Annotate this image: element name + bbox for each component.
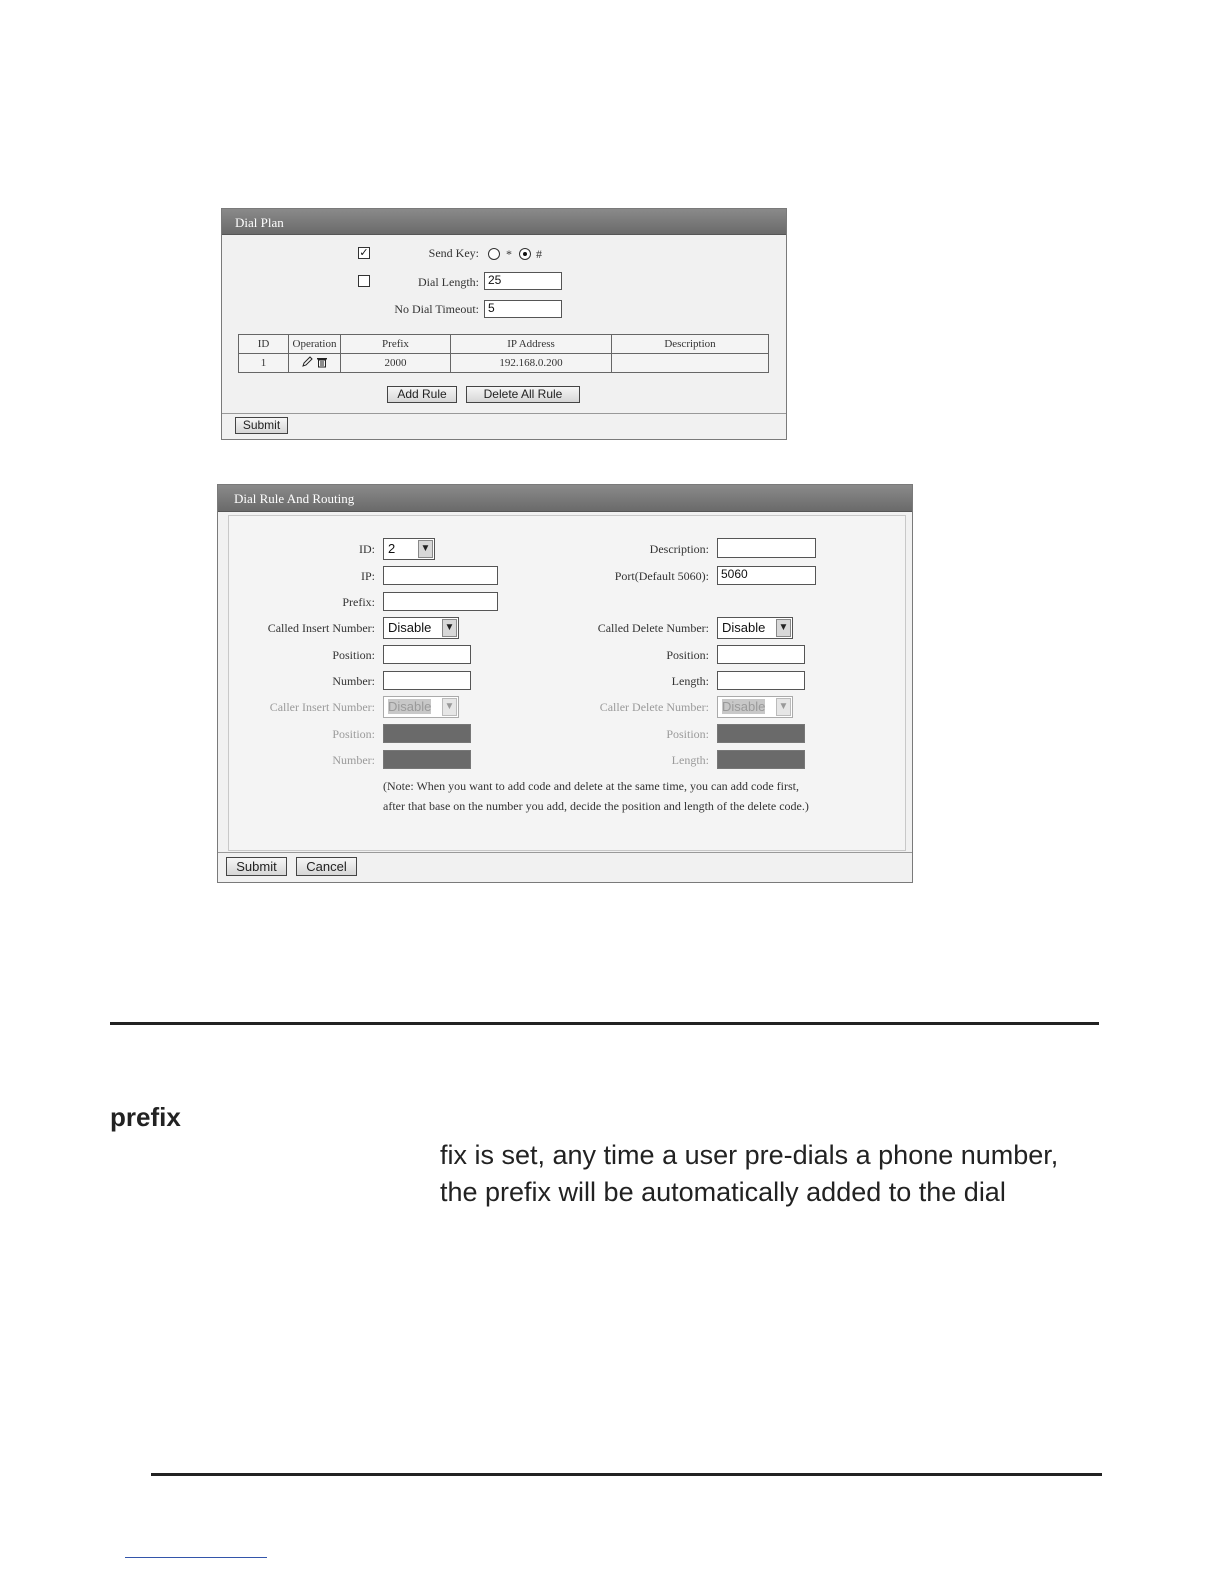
called-insert-number-label: Number: — [332, 674, 375, 688]
chevron-down-icon: ▼ — [776, 619, 791, 637]
send-key-hash-radio[interactable] — [519, 248, 531, 260]
id-select[interactable] — [383, 538, 435, 560]
dial-plan-title: Dial Plan — [222, 209, 786, 235]
called-delete-length-label: Length: — [671, 674, 709, 688]
dial-rule-title: Dial Rule And Routing — [218, 485, 912, 512]
port-label: Port(Default 5060): — [614, 569, 709, 583]
caller-insert-value: Disable — [388, 699, 432, 714]
delete-icon[interactable] — [316, 356, 328, 371]
caller-insert-number-input — [383, 750, 471, 769]
send-key-checkbox[interactable]: ✓ — [359, 247, 369, 259]
delete-all-rule-button[interactable]: Delete All Rule — [466, 386, 580, 403]
col-operation: Operation — [289, 335, 341, 354]
description-input[interactable] — [717, 538, 816, 558]
col-prefix: Prefix — [341, 335, 451, 354]
caller-delete-select — [717, 696, 793, 718]
called-delete-value: Disable — [722, 620, 766, 635]
col-ip-address: IP Address — [451, 335, 612, 354]
called-delete-select[interactable] — [717, 617, 793, 639]
called-delete-position-label: Position: — [666, 648, 709, 662]
col-description: Description — [612, 335, 769, 354]
called-insert-label: Called Insert Number: — [267, 621, 375, 635]
called-insert-value: Disable — [388, 620, 432, 635]
called-delete-position-input[interactable] — [717, 645, 805, 664]
called-delete-length-input[interactable] — [717, 671, 805, 690]
paragraph-line-2: the prefix will be automatically added to the dial — [440, 1177, 1006, 1207]
called-insert-position-label: Position: — [332, 648, 375, 662]
cell-description — [612, 354, 769, 373]
caller-insert-number-label: Number: — [332, 753, 375, 767]
chevron-down-icon: ▼ — [776, 698, 791, 716]
dial-rule-cancel-button[interactable]: Cancel — [296, 857, 357, 876]
dial-length-checkbox[interactable] — [358, 275, 370, 287]
called-delete-label: Called Delete Number: — [597, 621, 709, 635]
caller-insert-position-label: Position: — [332, 727, 375, 741]
dial-rule-submit-button[interactable]: Submit — [226, 857, 287, 876]
caller-insert-position-input — [383, 724, 471, 743]
table-row — [239, 354, 769, 373]
caller-delete-label: Caller Delete Number: — [599, 700, 709, 714]
caller-delete-length-input — [717, 750, 805, 769]
caller-delete-value: Disable — [722, 699, 766, 714]
dial-rule-panel — [217, 484, 913, 883]
dial-length-input[interactable]: 25 — [484, 272, 562, 290]
chevron-down-icon: ▼ — [418, 540, 433, 558]
footer-rule — [151, 1473, 1102, 1476]
caller-delete-length-label: Length: — [671, 753, 709, 767]
edit-icon[interactable] — [301, 356, 313, 371]
cell-id: 1 — [239, 354, 289, 373]
dial-plan-panel — [221, 208, 787, 440]
section-rule — [110, 1022, 1099, 1025]
send-key-star-text: * — [506, 247, 512, 261]
add-rule-button[interactable]: Add Rule — [387, 386, 457, 403]
id-select-value: 2 — [388, 541, 396, 556]
dial-plan-submit-button[interactable]: Submit — [235, 417, 288, 434]
id-label: ID: — [359, 542, 375, 556]
caller-insert-label: Caller Insert Number: — [269, 700, 375, 714]
col-id: ID — [239, 335, 289, 354]
prefix-paragraph — [440, 1137, 1100, 1211]
called-insert-select[interactable] — [383, 617, 459, 639]
note-line-1: (Note: When you want to add code and delete at the same time, you can add code first, — [383, 779, 799, 793]
note-line-2: after that base on the number you add, decide the position and length of the delete code.) — [383, 799, 809, 813]
called-insert-position-input[interactable] — [383, 645, 471, 664]
caller-delete-position-input — [717, 724, 805, 743]
no-dial-timeout-label: No Dial Timeout: — [394, 302, 479, 316]
prefix-input[interactable] — [383, 592, 498, 611]
chevron-down-icon: ▼ — [442, 619, 457, 637]
dial-plan-table — [238, 334, 769, 373]
ip-input[interactable] — [383, 566, 498, 585]
send-key-label: Send Key: — [428, 246, 479, 260]
called-insert-number-input[interactable] — [383, 671, 471, 690]
caller-insert-select — [383, 696, 459, 718]
panel-divider — [218, 852, 912, 853]
chevron-down-icon: ▼ — [442, 698, 457, 716]
dial-length-label: Dial Length: — [418, 275, 479, 289]
table-header-row — [239, 335, 769, 354]
cell-prefix: 2000 — [341, 354, 451, 373]
footer-link-underline — [125, 1557, 267, 1558]
send-key-hash-text: # — [536, 247, 542, 261]
prefix-label: Prefix: — [342, 595, 375, 609]
prefix-heading: prefix — [110, 1102, 181, 1132]
ip-label: IP: — [360, 569, 375, 583]
no-dial-timeout-input[interactable]: 5 — [484, 300, 562, 318]
paragraph-line-1: fix is set, any time a user pre-dials a phone number, — [440, 1140, 1059, 1170]
description-label: Description: — [649, 542, 709, 556]
panel-divider — [222, 413, 786, 414]
send-key-star-radio[interactable] — [488, 248, 500, 260]
caller-delete-position-label: Position: — [666, 727, 709, 741]
cell-ip: 192.168.0.200 — [451, 354, 612, 373]
cell-operation — [289, 354, 341, 373]
port-input[interactable]: 5060 — [717, 566, 816, 585]
